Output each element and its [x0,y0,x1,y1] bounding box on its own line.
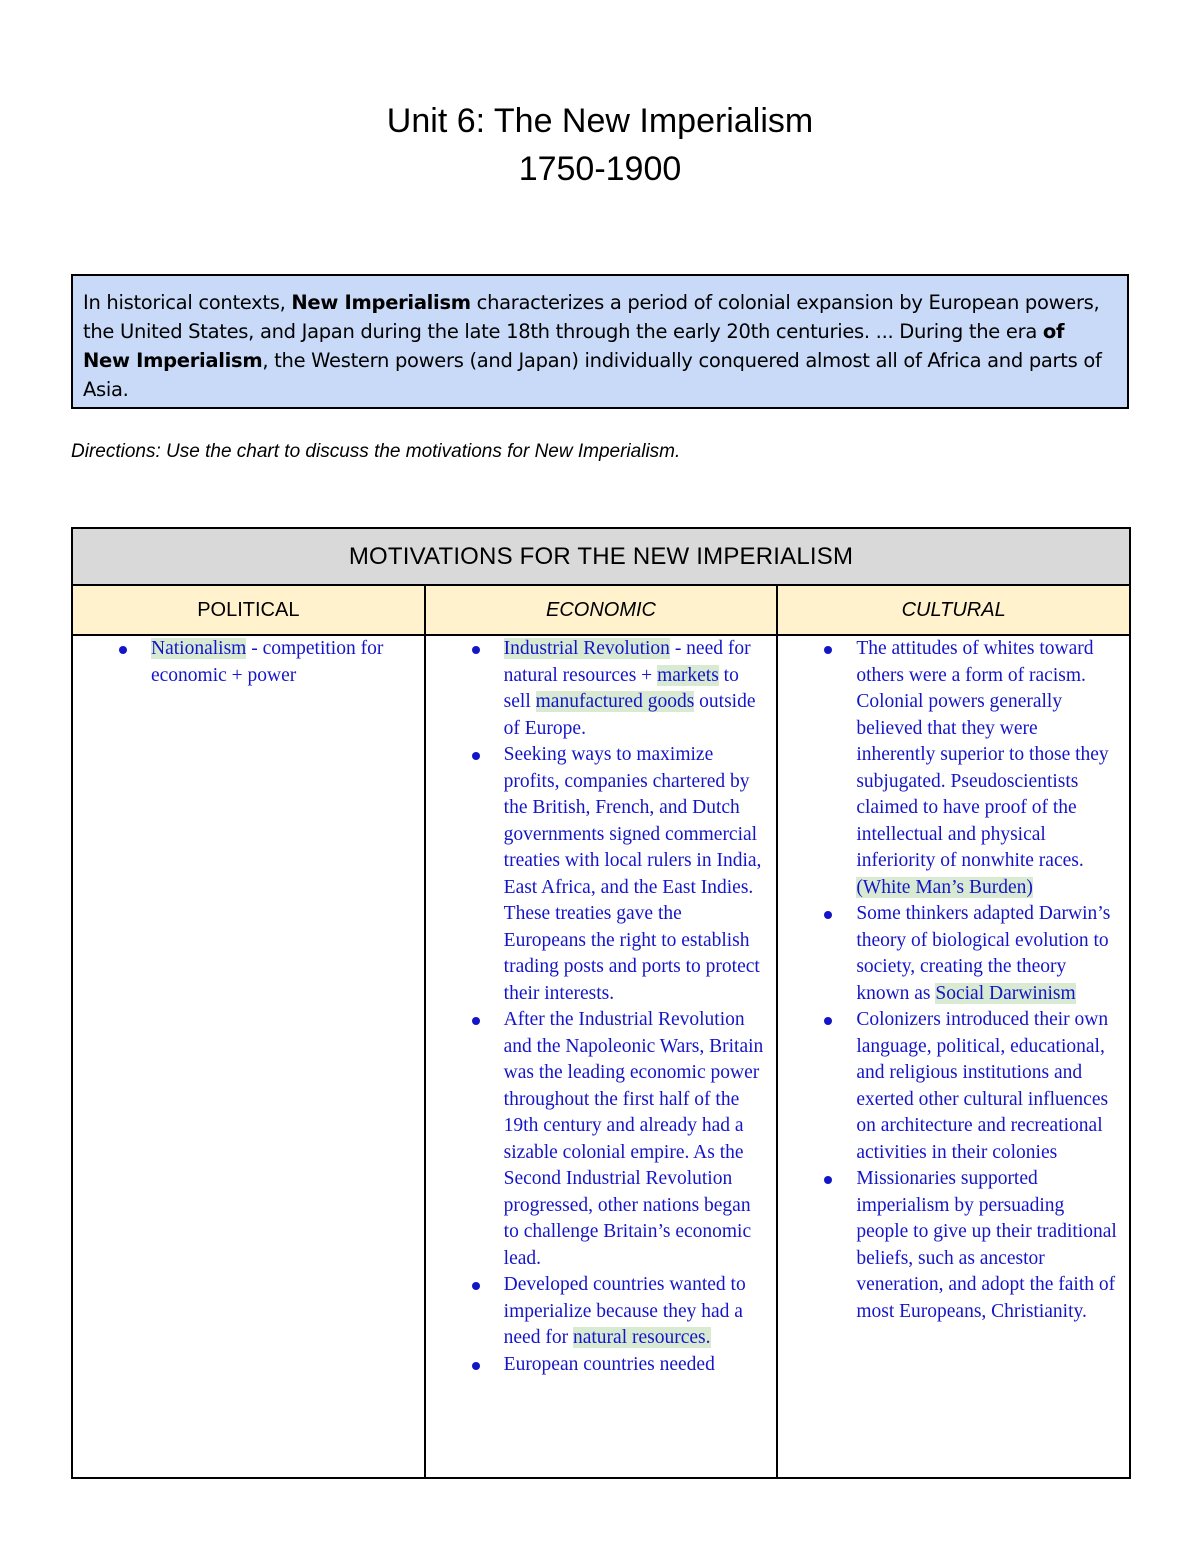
list-item-text: The attitudes of whites toward others were a form of racism. Colonial powers generally believed that they were inherently superior to those they subjugated. Pseudoscientists claimed to have proof of the intellectual and physical inferiority of nonwhite races. [856,638,1109,871]
economic-list [426,636,777,1378]
definition-text: characterizes a period of colonial expansion by European powers, the United States, and Japan during the late 18th through the early 20th centuries. ... During the era [83,291,1100,343]
definition-text: In historical contexts, [83,291,292,314]
cultural-list [778,636,1129,1325]
list-item [504,636,769,742]
motivations-table [71,527,1131,1479]
definition-term: of New Imperialism [83,320,1065,372]
table-heading: MOTIVATIONS FOR THE NEW IMPERIALISM [72,528,1130,585]
column-header-cultural: CULTURAL [777,585,1130,635]
highlighted-term: natural resources. [572,1327,711,1348]
list-item-text: - need for natural resources + [503,638,751,686]
list-item [856,636,1121,901]
list-item: Missionaries supported imperialism by persuading people to give up their traditional beliefs, such as ancestor veneration, and adopt the faith of most Europeans, Christianity. [856,1166,1121,1325]
list-item: After the Industrial Revolution and the Napoleonic Wars, Britain was the leading economic power throughout the first half of the 19th century and already had a sizable colonial empire. As the Second Industrial Revolution progressed, other nations began to challenge Britain’s economic lead. [504,1007,769,1272]
list-item-text: - competition for economic + power [151,638,384,686]
list-item [504,1272,769,1352]
list-item-text: Developed countries wanted to imperialize because they had a need for [503,1274,746,1348]
list-item: European countries needed [504,1352,769,1379]
list-item [151,636,416,689]
directions-text: Directions: Use the chart to discuss the motivations for New Imperialism. [71,441,681,462]
political-list [73,636,424,689]
highlighted-term: Industrial Revolution [503,638,670,659]
highlighted-term: (White Man’s Burden) [856,876,1033,898]
list-item: Seeking ways to maximize profits, companies chartered by the British, French, and Dutch governments signed commercial treaties with local rulers in India, East Africa, and the East Indies. These treaties gave the Europeans the right to establish trading posts and ports to protect their interests. [504,742,769,1007]
economic-cell [425,635,778,1478]
column-header-political: POLITICAL [72,585,425,635]
highlighted-term: markets [657,664,719,686]
column-header-economic: ECONOMIC [425,585,778,635]
cultural-cell [777,635,1130,1478]
list-item-text: to sell [503,664,739,712]
list-item-text: Some thinkers adapted Darwin’s theory of biological evolution to society, creating the theory known as [856,903,1111,1004]
list-item-text: outside of Europe. [503,691,756,739]
highlighted-term: Social Darwinism [935,982,1076,1004]
definition-box [71,274,1129,409]
political-cell [72,635,425,1478]
highlighted-term: Nationalism [151,638,247,659]
definition-text: , the Western powers (and Japan) individually conquered almost all of Africa and parts of Asia. [83,349,1102,401]
definition-term: New Imperialism [291,291,471,314]
page-title: Unit 6: The New Imperialism [386,102,814,140]
list-item: Colonizers introduced their own language, political, educational, and religious institutions and exerted other cultural influences on architecture and recreational activities in their colonies [856,1007,1121,1166]
page-subtitle: 1750-1900 [518,150,682,188]
list-item [856,901,1121,1007]
highlighted-term: manufactured goods [535,691,695,712]
